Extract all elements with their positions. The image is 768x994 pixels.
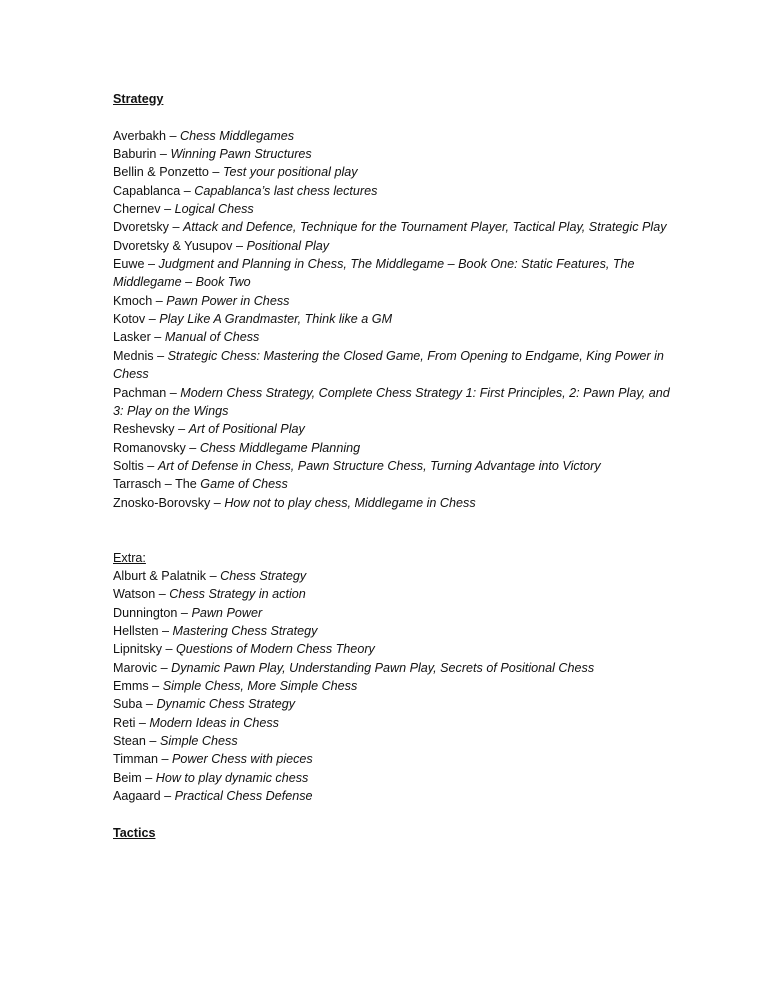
entry-works: Modern Ideas in Chess	[149, 715, 279, 730]
entry-works: Modern Chess Strategy, Complete Chess Strategy 1: First Principles, 2: Pawn Play, and 3: Play on the Wings	[113, 385, 670, 418]
list-item	[113, 328, 673, 346]
entry-works: Logical Chess	[174, 202, 254, 217]
entry-works: Power Chess with pieces	[172, 752, 313, 767]
entry-author: Capablanca	[113, 183, 181, 198]
entry-works: Dynamic Pawn Play, Understanding Pawn Play, Secrets of Positional Chess	[171, 660, 595, 675]
list-item	[113, 494, 673, 512]
list-item	[113, 567, 673, 585]
entry-works: Questions of Modern Chess Theory	[176, 642, 375, 657]
entry-works: Art of Positional Play	[188, 422, 305, 437]
entry-separator: –	[185, 440, 200, 455]
list-item	[113, 439, 673, 457]
entry-author: Lasker	[113, 330, 151, 345]
entry-author: Lipnitsky	[113, 642, 162, 657]
entry-separator: –	[141, 770, 156, 785]
strategy-list	[113, 127, 673, 512]
entry-works: Strategic Chess: Mastering the Closed Game, From Opening to Endgame, King Power in Chess	[113, 348, 664, 382]
list-item	[113, 475, 673, 493]
entry-works: Chess Middlegame Planning	[199, 440, 361, 455]
list-item	[113, 787, 673, 805]
entry-works: Chess Strategy in action	[169, 587, 306, 602]
extra-list	[113, 567, 673, 805]
strategy-heading: Strategy	[113, 92, 164, 106]
list-item	[113, 714, 673, 732]
list-item	[113, 622, 673, 640]
entry-works: Test your positional play	[222, 165, 358, 180]
extra-heading: Extra:	[113, 550, 146, 565]
entry-author: Dvoretsky & Yusupov	[113, 238, 233, 253]
entry-works: Chess Strategy	[220, 568, 307, 583]
entry-separator: –	[160, 789, 175, 804]
entry-separator: –	[174, 422, 189, 437]
entry-works: Manual of Chess	[164, 330, 260, 345]
entry-separator: –	[165, 128, 180, 143]
list-item	[113, 182, 673, 200]
entry-works: Capablanca’s last chess lectures	[194, 183, 378, 198]
spacer	[113, 512, 673, 549]
entry-works: Positional Play	[246, 238, 330, 253]
entry-separator: –	[145, 312, 160, 327]
entry-works: Game of Chess	[200, 477, 288, 492]
entry-separator: –	[177, 605, 192, 620]
entry-author: Pachman	[113, 385, 167, 400]
entry-author: Chernev	[113, 202, 161, 217]
list-item	[113, 127, 673, 145]
entry-author: Znosko-Borovsky	[113, 495, 211, 510]
entry-author: Mednis	[113, 348, 154, 363]
list-item	[113, 200, 673, 218]
entry-works: Chess Middlegames	[180, 128, 295, 143]
entry-works: Pawn Power	[191, 605, 263, 620]
list-item	[113, 347, 673, 384]
entry-separator: –	[180, 183, 195, 198]
entry-author: Marovic	[113, 660, 158, 675]
entry-works: Winning Pawn Structures	[170, 147, 312, 162]
entry-separator: –	[145, 734, 160, 749]
entry-author: Romanovsky	[113, 440, 186, 455]
list-item	[113, 292, 673, 310]
entry-separator: –	[160, 202, 175, 217]
entry-separator: –	[142, 697, 157, 712]
entry-author: Reti	[113, 715, 136, 730]
entry-author: Emms	[113, 679, 149, 693]
entry-separator: –	[162, 642, 177, 657]
list-item	[113, 218, 673, 236]
entry-separator: –	[144, 257, 159, 272]
entry-works: Dynamic Chess Strategy	[156, 697, 296, 712]
entry-works: Pawn Power in Chess	[166, 293, 290, 308]
entry-separator: –	[135, 715, 150, 730]
tactics-heading: Tactics	[113, 825, 156, 840]
entry-author: Dunnington	[113, 605, 178, 620]
list-item	[113, 695, 673, 713]
list-item	[113, 640, 673, 658]
list-item	[113, 750, 673, 768]
spacer	[113, 108, 673, 126]
entry-author: Kmoch	[113, 293, 153, 308]
entry-author: Aagaard	[113, 789, 161, 804]
entry-author: Averbakh	[113, 128, 166, 143]
list-item	[113, 145, 673, 163]
document-page	[113, 90, 673, 842]
entry-author: Euwe	[113, 257, 145, 272]
list-item	[113, 420, 673, 438]
entry-works: Art of Defense in Chess, Pawn Structure Chess, Turning Advantage into Victory	[157, 458, 601, 473]
list-item	[113, 769, 673, 787]
entry-separator: –	[148, 679, 163, 693]
entry-works: How not to play chess, Middlegame in Chess	[224, 495, 476, 510]
entry-author: Watson	[113, 587, 156, 602]
entry-separator: –	[158, 623, 173, 638]
entry-works: Practical Chess Defense	[174, 789, 313, 804]
entry-author: Reshevsky	[113, 422, 175, 437]
entry-works: Attack and Defence, Technique for the Tournament Player, Tactical Play, Strategic Play	[183, 220, 667, 235]
list-item	[113, 677, 673, 695]
entry-separator: – The	[161, 477, 201, 492]
entry-works: Mastering Chess Strategy	[172, 623, 318, 638]
entry-author: Stean	[113, 734, 146, 749]
entry-author: Bellin & Ponzetto	[113, 165, 209, 180]
list-item	[113, 732, 673, 750]
entry-works: Play Like A Grandmaster, Think like a GM	[159, 312, 393, 327]
entry-author: Dvoretsky	[113, 220, 169, 235]
entry-separator: –	[158, 752, 173, 767]
list-item	[113, 310, 673, 328]
entry-separator: –	[156, 147, 171, 162]
entry-separator: –	[150, 330, 165, 345]
entry-works: How to play dynamic chess	[155, 770, 309, 785]
entry-separator: –	[232, 238, 247, 253]
spacer	[113, 805, 673, 823]
entry-author: Timman	[113, 752, 159, 767]
entry-author: Beim	[113, 770, 142, 785]
entry-author: Kotov	[113, 312, 146, 327]
entry-separator: –	[157, 660, 172, 675]
entry-separator: –	[153, 348, 168, 363]
list-item	[113, 659, 673, 677]
entry-author: Soltis	[113, 458, 144, 473]
entry-works: Judgment and Planning in Chess, The Middlegame – Book One: Static Features, The Middlegame – Book Two	[113, 257, 635, 290]
entry-works: Simple Chess, More Simple Chess	[162, 679, 358, 693]
entry-separator: –	[208, 165, 223, 180]
entry-author: Baburin	[113, 147, 157, 162]
list-item	[113, 255, 673, 292]
list-item	[113, 163, 673, 181]
list-item	[113, 457, 673, 475]
list-item	[113, 237, 673, 255]
entry-author: Tarrasch	[113, 477, 162, 492]
list-item	[113, 384, 673, 421]
entry-separator: –	[210, 495, 225, 510]
entry-separator: –	[166, 385, 181, 400]
entry-author: Hellsten	[113, 623, 159, 638]
entry-author: Suba	[113, 697, 143, 712]
list-item	[113, 604, 673, 622]
entry-separator: –	[155, 587, 170, 602]
entry-separator: –	[152, 293, 167, 308]
list-item	[113, 585, 673, 603]
entry-author: Alburt & Palatnik	[113, 568, 207, 583]
entry-separator: –	[143, 458, 158, 473]
entry-separator: –	[168, 220, 183, 235]
entry-separator: –	[206, 568, 221, 583]
entry-works: Simple Chess	[159, 734, 238, 749]
